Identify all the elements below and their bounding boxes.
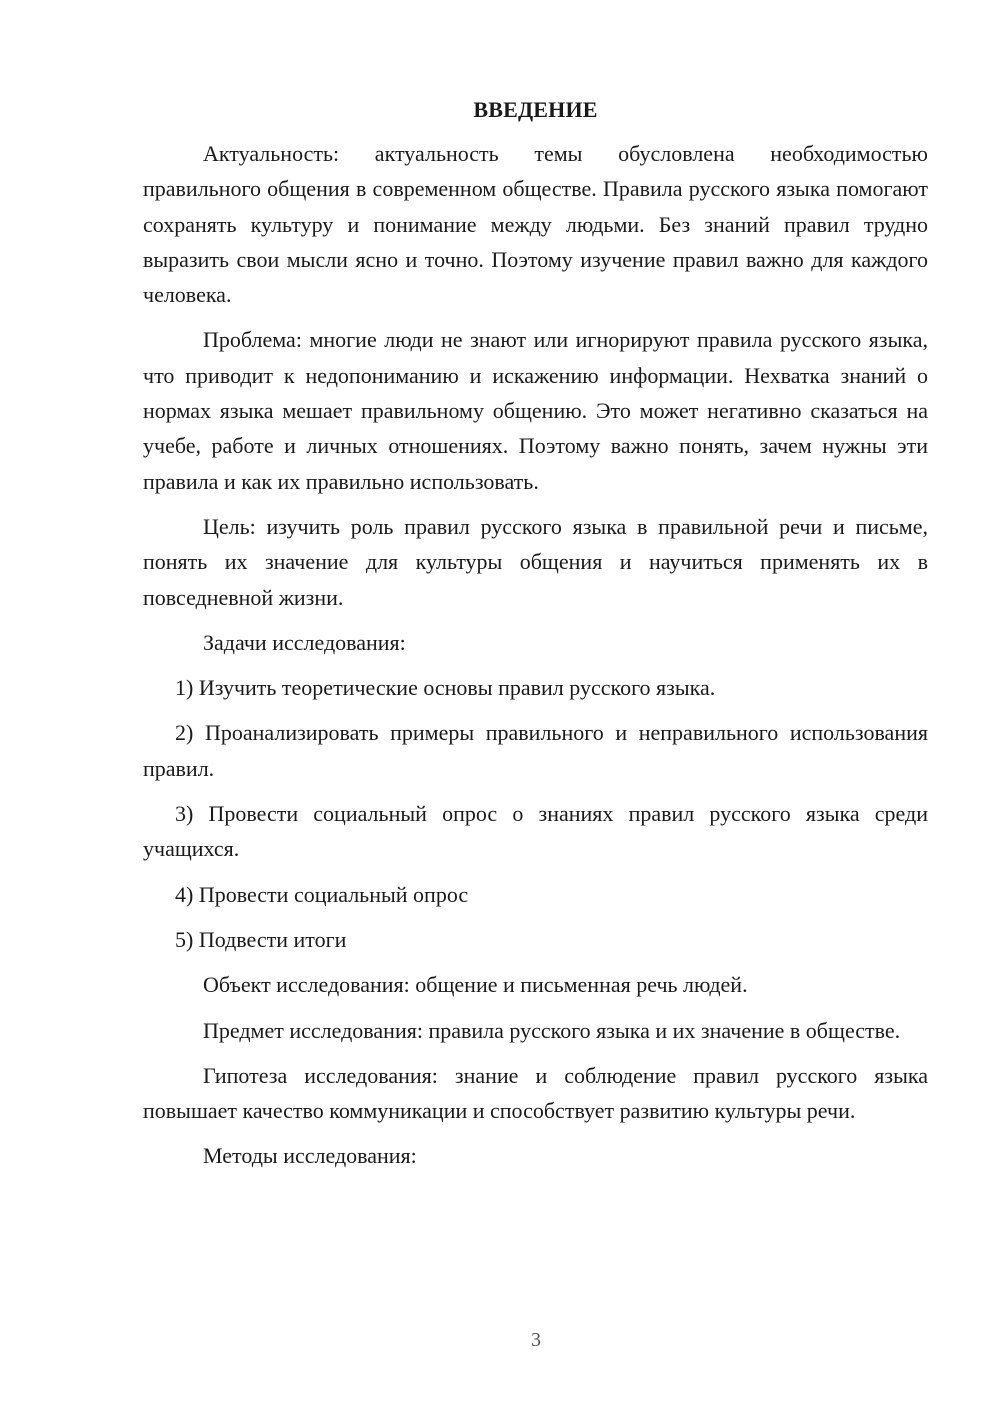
research-methods-title: Методы исследования: (203, 1143, 417, 1169)
relevance-paragraph: Актуальность: актуальность темы обусловлена необходимостью правильного общения в современном обществе. Правила русского языка помогают сохранять культуру и понимание между людьми. Без знаний правил трудно выразить свои мысли ясно и точно. Поэтому изучение правил важно для каждого человека. (143, 141, 928, 308)
tasks-list (143, 670, 928, 957)
page-content (143, 94, 928, 1184)
problem-paragraph: Проблема: многие люди не знают или игнорируют правила русского языка, что приводит к недопониманию и искажению информации. Нехватка знаний о нормах языка мешает правильному общению. Это может негативно сказаться на учебе, работе и личных отношениях. Поэтому важно понять, зачем нужны эти правила и как их правильно использовать. (143, 327, 928, 494)
task-item-3: 3) Провести социальный опрос о знаниях правил русского языка среди учащихся. (143, 801, 928, 862)
goal-paragraph: Цель: изучить роль правил русского языка в правильной речи и письме, понять их значение для культуры общения и научиться применять их в повседневной жизни. (143, 513, 928, 610)
research-subject-paragraph: Предмет исследования: правила русского языка и их значение в обществе. (203, 1017, 901, 1043)
task-item-2: 2) Проанализировать примеры правильного и неправильного использования правил. (143, 720, 928, 781)
page-number: 3 (531, 1329, 541, 1351)
research-object-paragraph: Объект исследования: общение и письменная речь людей. (203, 972, 748, 998)
task-item-1: 1) Изучить теоретические основы правил русского языка. (175, 675, 716, 701)
task-item-5: 5) Подвести итоги (175, 926, 347, 952)
tasks-title: Задачи исследования: (203, 629, 406, 655)
research-hypothesis-paragraph: Гипотеза исследования: знание и соблюдение правил русского языка повышает качество коммуникации и способствует развитию культуры речи. (143, 1062, 928, 1124)
section-heading: ВВЕДЕНИЕ (473, 97, 598, 122)
task-item-4: 4) Провести социальный опрос (175, 881, 469, 907)
